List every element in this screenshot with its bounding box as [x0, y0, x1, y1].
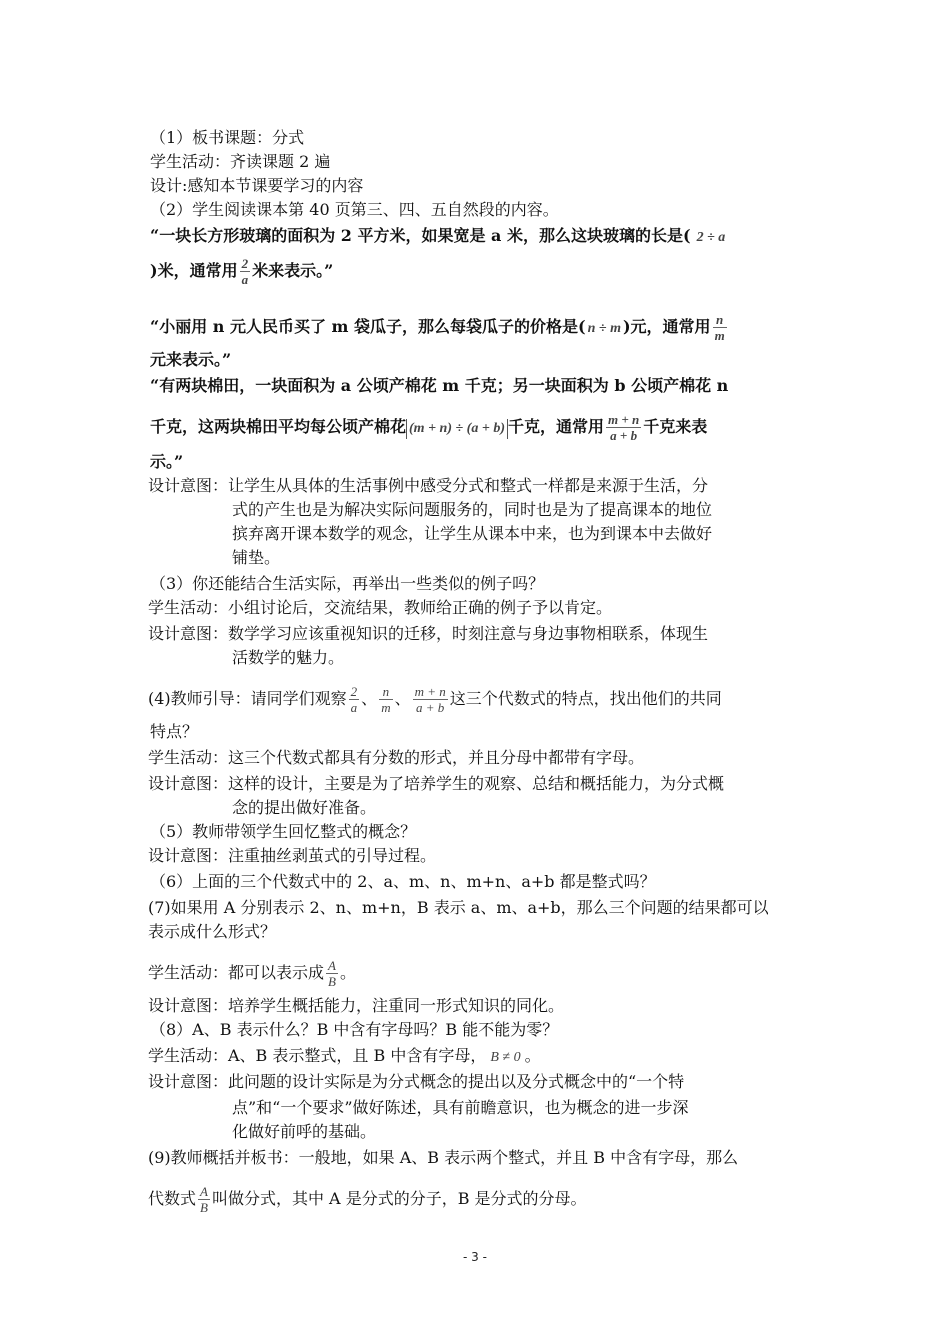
- fraction-numerator: m + n: [414, 684, 446, 699]
- text-line: （3）你还能结合生活实际，再举出一些类似的例子吗？: [150, 574, 545, 593]
- text-line: 化做好前呼的基础。: [232, 1122, 377, 1141]
- text-line: （6）上面的三个代数式中的 2、a、m、n、m+n、a+b 都是整式吗？: [150, 872, 656, 891]
- fraction-denominator: a + b: [610, 428, 638, 443]
- quote-line: 示。”: [150, 452, 184, 471]
- fraction: [326, 958, 338, 989]
- text-line: （5）教师带领学生回忆整式的概念？: [150, 822, 417, 841]
- text-span: 千克，通常用: [507, 417, 604, 436]
- text-line: 设计意图：此问题的设计实际是为分式概念的提出以及分式概念中的“一个特: [148, 1072, 685, 1091]
- text-line: 学生活动：这三个代数式都具有分数的形式，并且分母中都带有字母。: [148, 748, 645, 767]
- fraction: [240, 256, 251, 287]
- quote-line: “有两块棉田，一块面积为 a 公顷产棉花 m 千克；另一块面积为 b 公顷产棉花 n: [150, 376, 729, 395]
- text-line: [148, 1046, 541, 1068]
- fraction: [198, 1184, 210, 1215]
- fraction: [713, 312, 727, 343]
- fraction: [379, 684, 392, 715]
- text-line: （8）A、B 表示什么？B 中含有字母吗？B 能不能为零？: [150, 1020, 559, 1039]
- text-line: 铺垫。: [232, 548, 281, 567]
- text-span: )元，通常用: [622, 317, 711, 336]
- text-line: [148, 1184, 587, 1215]
- fraction-numerator: 2: [350, 684, 358, 699]
- quote-line: [150, 256, 333, 287]
- text-line: （2）学生阅读课本第 40 页第三、四、五自然段的内容。: [150, 200, 559, 219]
- text-line: 设计意图：这样的设计，主要是为了培养学生的观察、总结和概括能力，为分式概: [148, 774, 725, 793]
- quote-line: [150, 226, 725, 248]
- text-line: 学生活动：齐读课题 2 遍: [150, 152, 331, 171]
- text-span: 这三个代数式的特点，找出他们的共同: [449, 689, 722, 708]
- fraction-denominator: B: [328, 974, 336, 989]
- quote-line: [150, 412, 707, 443]
- text-line: 学生活动：小组讨论后，交流结果，教师给正确的例子予以肯定。: [148, 598, 613, 617]
- text-span: “一块长方形玻璃的面积为 2 平方米，如果宽是 a 米，那么这块玻璃的长是(: [150, 226, 691, 245]
- text-line: 设计意图：数学学习应该重视知识的迁移，时刻注意与身边事物相联系，体现生: [148, 624, 709, 643]
- page-number: - 3 -: [463, 1250, 487, 1264]
- text-span: 千克来表: [643, 417, 708, 436]
- text-line: 活数学的魅力。: [232, 648, 345, 667]
- text-span: 千克，这两块棉田平均每公顷产棉花: [150, 417, 407, 436]
- text-span: “小丽用 n 元人民币买了 m 袋瓜子，那么每袋瓜子的价格是(: [150, 317, 586, 336]
- fraction: [349, 684, 360, 715]
- fraction: [606, 412, 641, 443]
- text-line: 念的提出做好准备。: [232, 798, 377, 817]
- fraction-denominator: m: [381, 700, 391, 715]
- fraction: [413, 684, 448, 715]
- math-expression: B ≠ 0: [490, 1050, 521, 1065]
- text-line: 设计意图：让学生从具体的生活事例中感受分式和整式一样都是来源于生活，分: [148, 476, 709, 495]
- fraction-numerator: 2: [241, 256, 249, 271]
- text-line: 设计:感知本节课要学习的内容: [150, 176, 364, 195]
- text-span: 叫做分式，其中 A 是分式的分子，B 是分式的分母。: [211, 1189, 587, 1208]
- text-line: [148, 684, 722, 715]
- text-span: 米来表示。”: [252, 261, 334, 280]
- math-expression: (m + n) ÷ (a + b): [406, 419, 508, 439]
- fraction-denominator: m: [714, 328, 725, 343]
- text-line: (9)教师概括并板书：一般地，如果 A、B 表示两个整式，并且 B 中含有字母，那么: [148, 1148, 739, 1167]
- text-span: (4)教师引导：请同学们观察: [148, 689, 347, 708]
- text-span: 。: [339, 963, 356, 982]
- quote-line: [150, 312, 729, 343]
- text-line: 设计意图：培养学生概括能力，注重同一形式知识的同化。: [148, 996, 565, 1015]
- text-span: 、: [361, 689, 378, 708]
- text-line: 表示成什么形式？: [148, 922, 277, 941]
- text-line: 点”和“一个要求”做好陈述，具有前瞻意识，也为概念的进一步深: [232, 1098, 689, 1117]
- text-line: [148, 958, 356, 989]
- fraction-numerator: m + n: [608, 412, 640, 427]
- text-line: 特点？: [150, 722, 199, 741]
- text-span: 、: [394, 689, 411, 708]
- text-line: 摈弃离开课本数学的观念，让学生从课本中来，也为到课本中去做好: [232, 524, 713, 543]
- fraction-denominator: a + b: [416, 700, 445, 715]
- text-line: 式的产生也是为解决实际问题服务的，同时也是为了提高课本的地位: [232, 500, 713, 519]
- text-line: (7)如果用 A 分别表示 2、n、m+n，B 表示 a、m、a+b，那么三个问题的结果都可以: [148, 898, 769, 917]
- text-span: )米，通常用: [150, 261, 238, 280]
- text-span: 学生活动：都可以表示成: [148, 963, 325, 982]
- text-span: 代数式: [148, 1189, 197, 1208]
- fraction-numerator: A: [328, 958, 336, 973]
- fraction-denominator: a: [350, 700, 358, 715]
- text-line: 设计意图：注重抽丝剥茧式的引导过程。: [148, 846, 437, 865]
- fraction-numerator: n: [379, 684, 392, 700]
- fraction-denominator: B: [200, 1200, 208, 1215]
- quote-line: 元来表示。”: [150, 350, 232, 369]
- math-expression: n ÷ m: [587, 321, 621, 336]
- math-expression: 2 ÷ a: [696, 230, 726, 245]
- text-line: （1）板书课题：分式: [150, 128, 305, 147]
- fraction-numerator: A: [200, 1184, 208, 1199]
- fraction-numerator: n: [713, 312, 727, 328]
- fraction-denominator: a: [241, 272, 249, 287]
- text-span: 。: [524, 1046, 541, 1065]
- text-span: 学生活动：A、B 表示整式，且 B 中含有字母，: [148, 1046, 487, 1065]
